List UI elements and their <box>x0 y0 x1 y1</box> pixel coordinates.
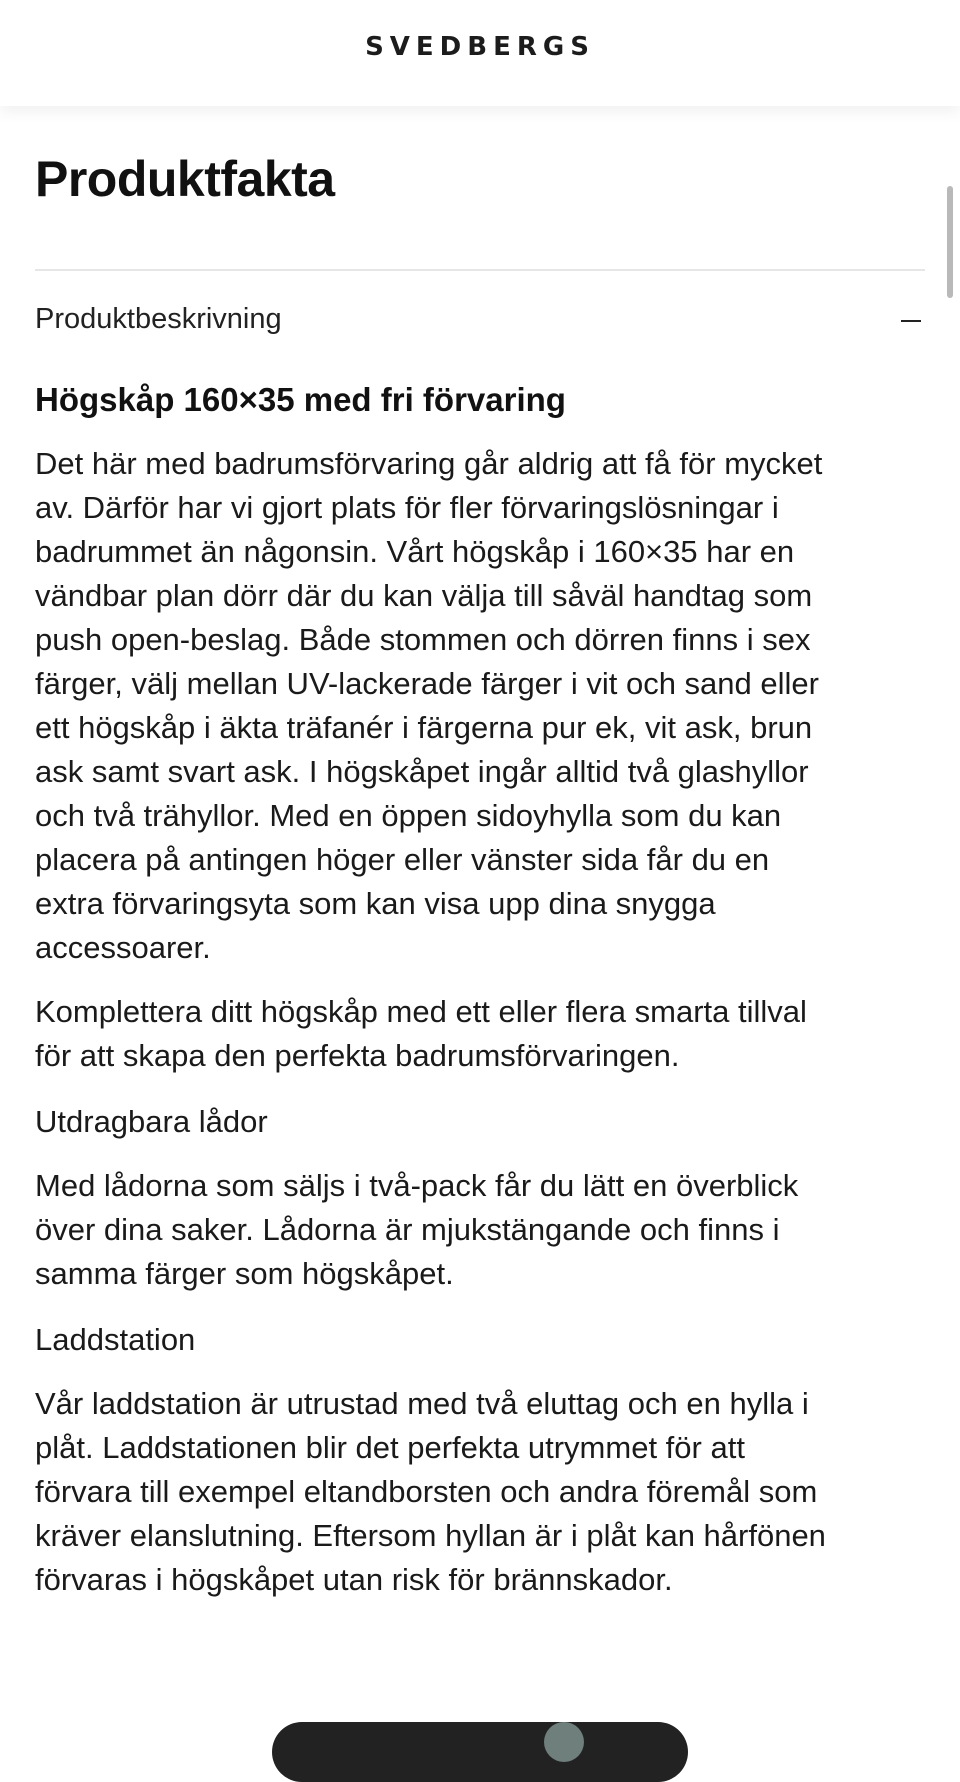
chat-icon[interactable] <box>544 1722 584 1762</box>
description-paragraph: Det här med badrumsförvaring går aldrig att få för mycket av. Därför har vi gjort plats för fler förvaringslösningar i badrummet än någonsin. Vårt högskåp i 160×35 har en vändbar plan dörr där du kan välja till såväl handtag som push open-beslag. Både stommen och dörren finns i sex färger, välj mellan UV-lackerade färger i vit och sand eller ett högskåp i äkta träfanér i färgerna pur ek, vit ask, brun ask samt svart ask. I högskåpet ingår alltid två glashyllor och två trähyllor. Med en öppen sidoyhylla som du kan placera på antingen höger eller vänster sida får du en extra förvaringsyta som kan visa upp dina snygga accessoarer. <box>35 445 823 965</box>
page-title: Produktfakta <box>35 151 335 207</box>
subheading-utdragbara-lador: Utdragbara lådor <box>35 1103 268 1139</box>
description-paragraph: Vår laddstation är utrustad med två eluttag och en hylla i plåt. Laddstationen blir det perfekta utrymmet för att förvara till exempel eltandborsten och andra föremål som kräver elanslutning. Eftersom hyllan är i plåt kan hårfönen förvaras i högskåpet utan risk för brännskador. <box>35 1385 826 1597</box>
description-paragraph: Med lådorna som säljs i två-pack får du lätt en överblick över dina saker. Lådorna är mjukstängande och finns i samma färger som högskåpet. <box>35 1167 799 1291</box>
minus-icon[interactable] <box>901 320 921 322</box>
bottom-action-bar[interactable] <box>272 1722 688 1782</box>
description-heading: Högskåp 160×35 med fri förvaring <box>35 381 566 418</box>
svedbergs-logo[interactable]: SVEDBERGS <box>365 32 595 62</box>
page-scrollbar[interactable] <box>947 186 953 298</box>
description-paragraph: Komplettera ditt högskåp med ett eller flera smarta tillval för att skapa den perfekta badrumsförvaringen. <box>35 993 807 1073</box>
product-facts-section <box>35 106 925 1602</box>
site-header <box>0 0 960 106</box>
accordion-content <box>35 379 925 1602</box>
accordion-title: Produktbeskrivning <box>35 303 282 335</box>
subheading-laddstation: Laddstation <box>35 1321 196 1357</box>
accordion-toggle-produktbeskrivning[interactable] <box>35 271 925 379</box>
